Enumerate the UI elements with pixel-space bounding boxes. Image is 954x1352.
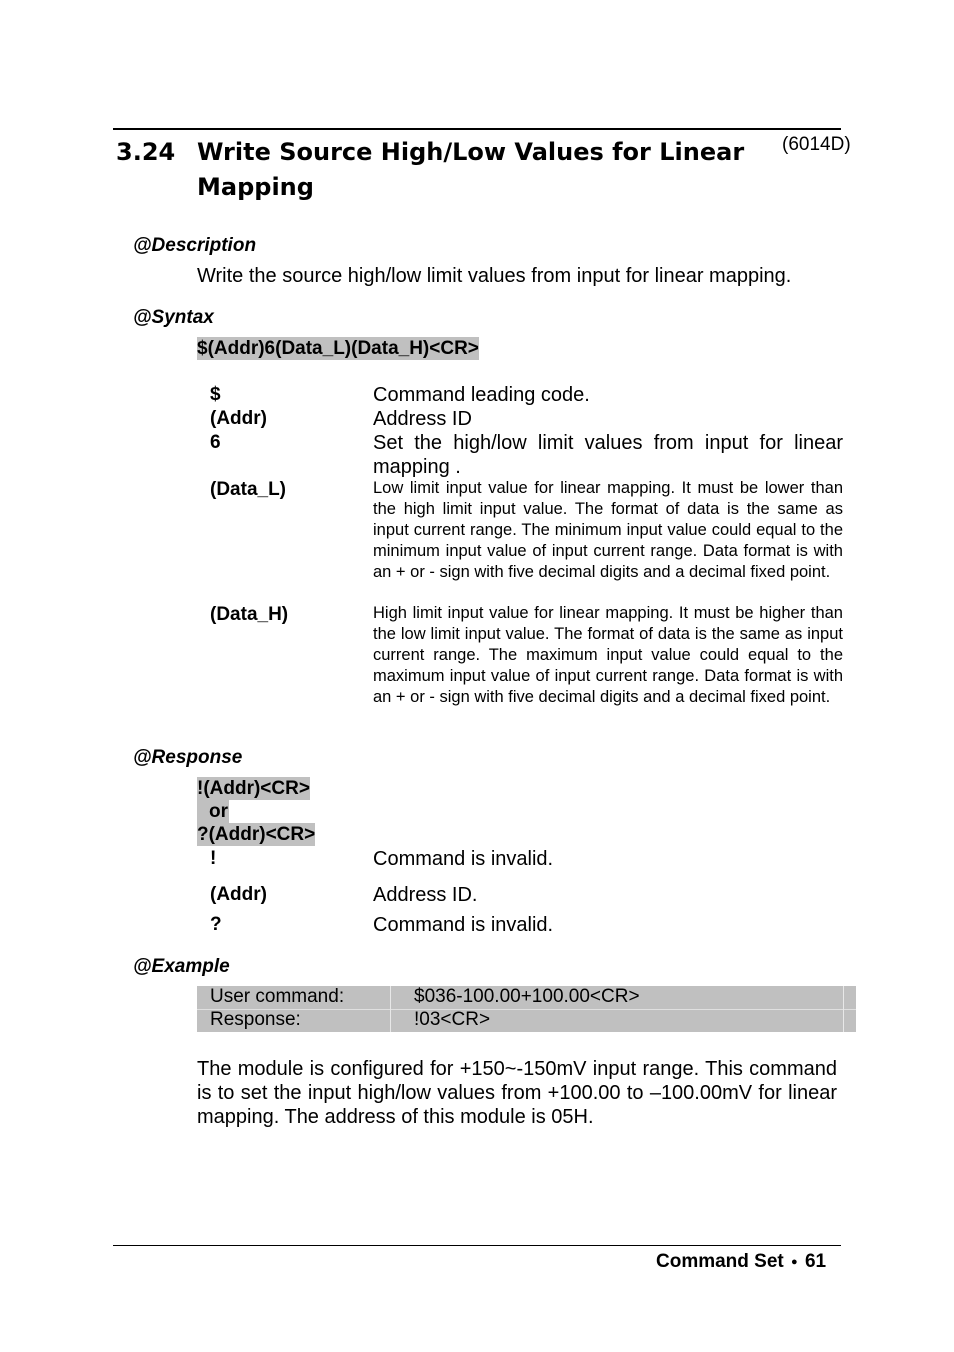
example-row-value: $036-100.00+100.00<CR> [414, 986, 640, 1007]
description-text: Write the source high/low limit values from input for linear mapping. [197, 265, 792, 287]
page-footer [656, 1251, 826, 1273]
example-row [197, 1009, 856, 1032]
param-desc: Low limit input value for linear mapping. It must be lower than the high limit input value. The format of data is the same as input current range. The minimum input value could equal to the minimum input value of input current range. Data format is with an + or - sign with five decimal digits and a decimal fixed point. [373, 479, 843, 581]
response-label: @Response [133, 747, 243, 768]
param-desc: Address ID [373, 408, 472, 430]
param-desc: High limit input value for linear mapping. It must be higher than the low limit input value. The format of data is the same as input current range. The maximum input value could equal to the maximum input value of input current range. Data format is with an + or - sign with five decimal digits and a decimal fixed point. [373, 604, 843, 706]
response-param-name: (Addr) [210, 884, 267, 905]
example-column-divider [843, 986, 844, 1032]
response-param-desc: Command is invalid. [373, 914, 554, 936]
example-label: @Example [133, 956, 230, 977]
syntax-label: @Syntax [133, 307, 214, 328]
response-or-text: or [209, 801, 228, 822]
footer-bullet-icon: ● [791, 1256, 798, 1268]
example-row [197, 986, 856, 1009]
syntax-command: $(Addr)6(Data_L)(Data_H)<CR> [197, 338, 479, 359]
section-title-line1: Write Source High/Low Values for Linear [197, 138, 745, 166]
footer-rule [113, 1245, 841, 1246]
param-name: (Addr) [210, 408, 267, 429]
param-name: (Data_H) [210, 604, 289, 625]
response-param-desc: Address ID. [373, 884, 478, 906]
response-param-desc: Command is invalid. [373, 848, 554, 870]
example-row-label: User command: [210, 986, 345, 1007]
response-line-or [197, 800, 229, 823]
param-name: (Data_L) [210, 479, 287, 500]
example-column-divider [390, 986, 391, 1032]
param-desc: Command leading code. [373, 384, 590, 406]
param-desc: Set the high/low limit values from input for linear mapping . [373, 432, 843, 478]
example-row-value: !03<CR> [414, 1009, 491, 1030]
param-name: 6 [210, 432, 221, 453]
footer-section: Command Set [656, 1251, 784, 1272]
example-row-label: Response: [210, 1009, 301, 1030]
response-line-err: ?(Addr)<CR> [197, 824, 316, 845]
response-param-name: ! [210, 848, 217, 869]
section-title-line2: Mapping [197, 173, 314, 201]
description-label: @Description [133, 235, 257, 256]
page-number: 61 [804, 1251, 827, 1272]
example-note: The module is configured for +150~-150mV input range. This command is to set the input high/low values from +100.00 to –100.00mV for linear mapping. The address of this module is 05H. [197, 1058, 837, 1128]
response-param-name: ? [210, 914, 222, 935]
response-line-ok: !(Addr)<CR> [197, 778, 310, 799]
param-name: $ [210, 384, 221, 405]
section-number: 3.24 [116, 138, 176, 166]
example-table [197, 986, 856, 1032]
header-rule [113, 128, 841, 130]
model-number: (6014D) [782, 134, 851, 155]
